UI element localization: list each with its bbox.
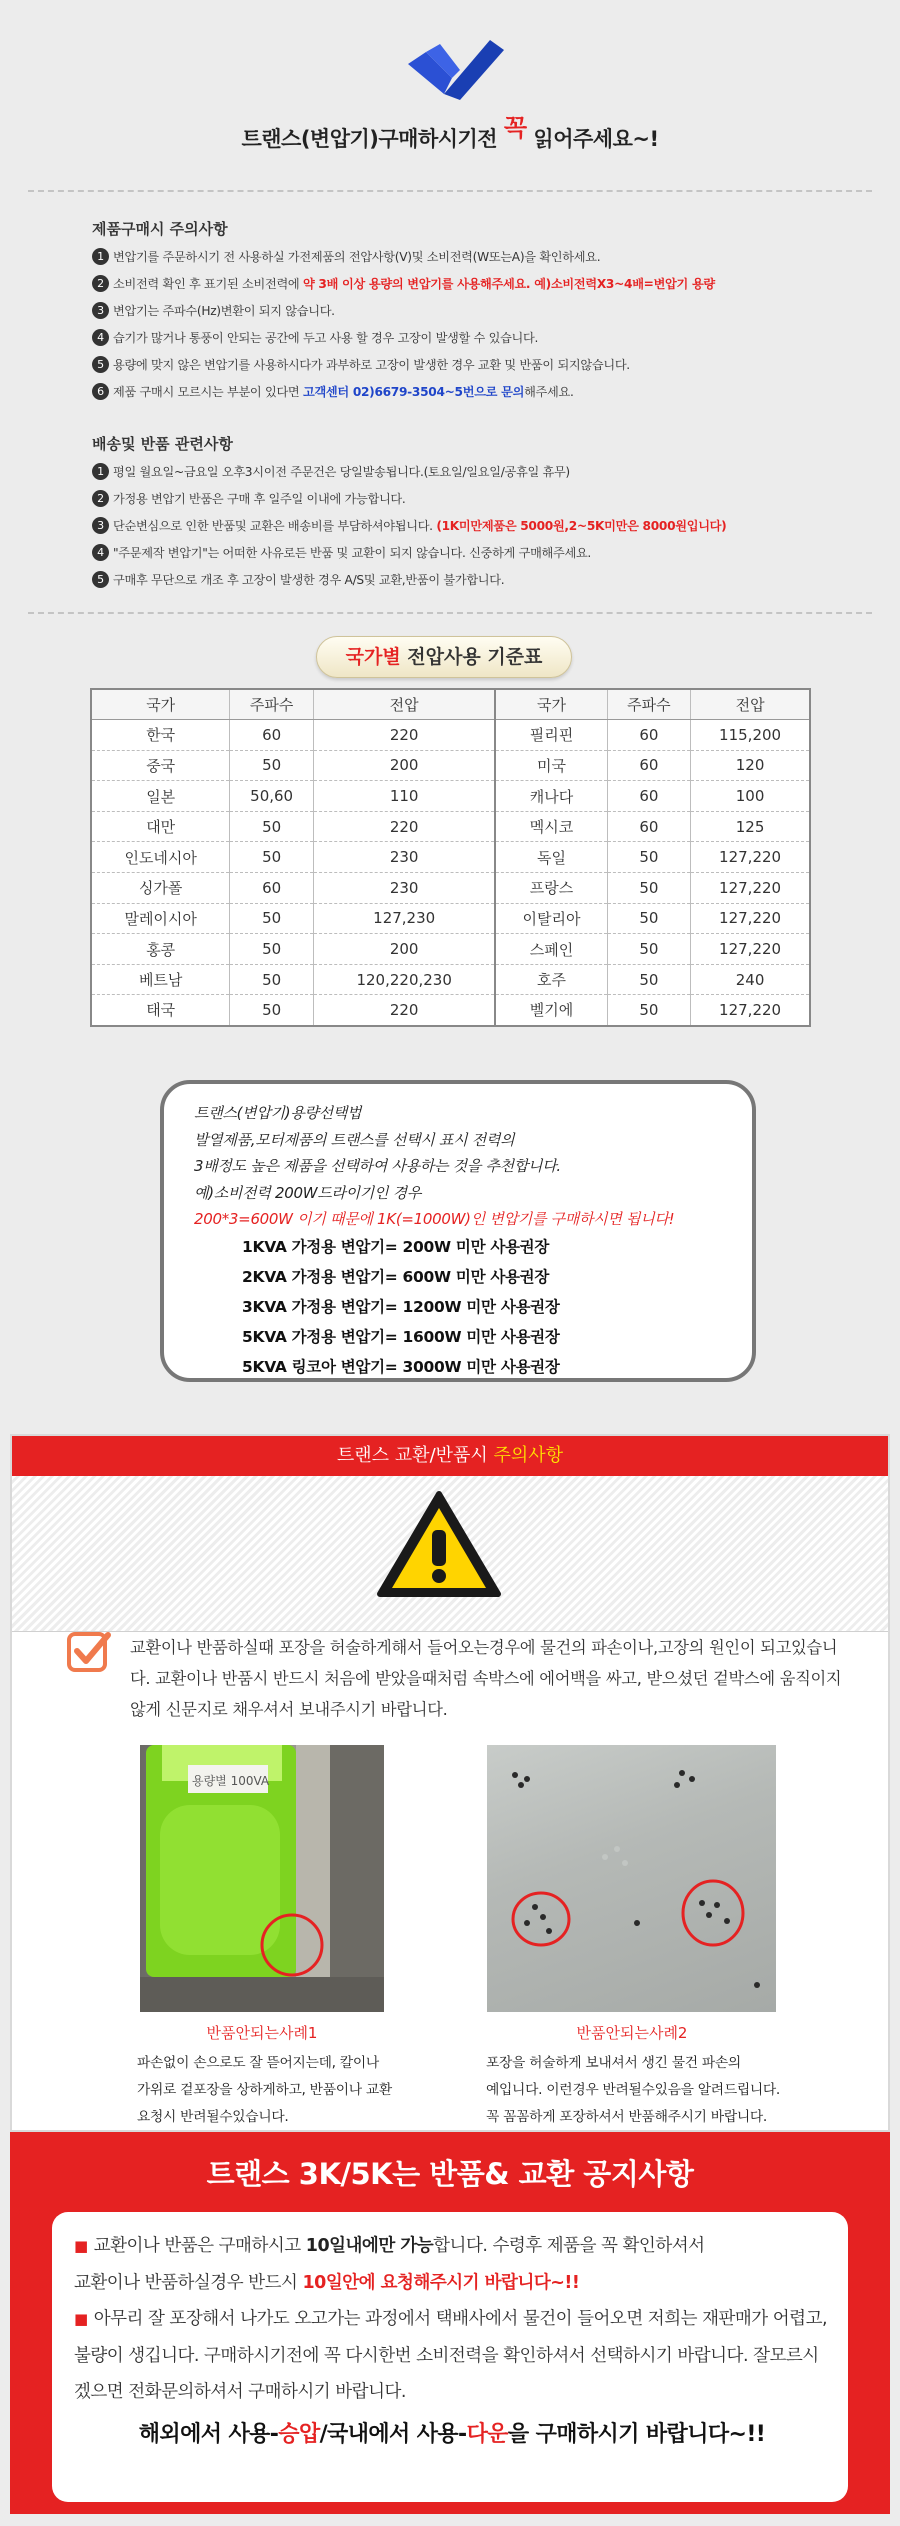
checkbox-checked-icon <box>66 1629 112 1675</box>
table-cell: 127,220 <box>691 995 810 1026</box>
table-cell: 50 <box>607 842 691 873</box>
note-text: 용량에 맞지 않은 변압기를 사용하시다가 과부하로 고장이 발생한 경우 교환 및 반품이 되지않습니다. <box>113 358 630 372</box>
description-line: 꼭 꼼꼼하게 포장하셔서 반품해주시기 바랍니다. <box>486 2109 767 2125</box>
table-cell: 120 <box>691 750 810 781</box>
notice-emphasis: 10일내에만 가능 <box>305 2236 434 2256</box>
table-cell: 스페인 <box>495 934 607 965</box>
bullet-square-icon: ■ <box>74 2310 88 2328</box>
number-badge-icon: 3 <box>92 302 109 319</box>
table-cell: 50 <box>230 934 314 965</box>
checkmark-logo-icon <box>400 30 510 100</box>
note-text: "주문제작 변압기"는 어떠한 사유로든 반품 및 교환이 되지 않습니다. 신중하게 구매해주세요. <box>113 546 592 560</box>
table-cell: 220 <box>313 811 495 842</box>
table-cell: 50 <box>607 995 691 1026</box>
table-cell: 50 <box>607 873 691 904</box>
table-cell: 인도네시아 <box>91 842 230 873</box>
table-cell: 50 <box>230 842 314 873</box>
description-line: 예입니다. 이런경우 반려될수있음을 알려드립니다. <box>486 2082 781 2098</box>
title-text-b: 읽어주세요~! <box>533 127 659 151</box>
caution-bar-text: 트랜스 교환/반품시 <box>336 1445 488 1466</box>
kva-recommendation: 2KVA 가정용 변압기= 600W 미만 사용권장 <box>242 1267 550 1286</box>
page-title <box>0 114 900 153</box>
table-cell: 200 <box>313 934 495 965</box>
bullet-square-icon: ■ <box>74 2237 88 2255</box>
notice-text: 교환이나 반품하실경우 반드시 <box>74 2272 298 2293</box>
table-cell: 200 <box>313 750 495 781</box>
note-text-part: 소비전력 확인 후 표기된 소비전력에 <box>113 277 300 291</box>
voltage-table-title <box>316 636 572 678</box>
table-row <box>91 842 810 873</box>
photo-label: 용량별 100VA <box>192 1774 270 1788</box>
table-cell: 220 <box>313 995 495 1026</box>
table-cell: 230 <box>313 873 495 904</box>
number-badge-icon: 1 <box>92 248 109 265</box>
table-cell: 말레이시아 <box>91 903 230 934</box>
guide-line: 발열제품,모터제품의 트랜스를 선택시 표시 전력의 <box>194 1130 515 1149</box>
description-line: 가위로 겉포장을 상하게하고, 반품이나 교환 <box>137 2082 392 2098</box>
table-cell: 100 <box>691 781 810 812</box>
guide-line: 예)소비전력 200W드라이기인 경우 <box>194 1183 422 1202</box>
voltage-section <box>0 622 900 1434</box>
table-cell: 127,220 <box>691 842 810 873</box>
return-example-photo-1 <box>140 1745 384 2012</box>
note-text: 구매후 무단으로 개조 후 고장이 발생한 경우 A/S및 교환,반품이 불가합니다. <box>113 573 505 587</box>
note-item <box>92 247 882 274</box>
table-cell: 대만 <box>91 811 230 842</box>
capacity-guide-box <box>160 1080 756 1382</box>
notice-closing-red: 다운 <box>466 2421 508 2447</box>
table-cell: 127,220 <box>691 934 810 965</box>
note-text <box>113 516 726 536</box>
note-emphasis-blue: 고객센터 02)6679-3504~5번으로 문의 <box>302 385 525 399</box>
purchase-notes-title: 제품구매시 주의사항 <box>92 220 228 238</box>
kva-recommendation: 5KVA 링코아 변압기= 3000W 미만 사용권장 <box>242 1357 560 1376</box>
column-header: 국가 <box>495 689 607 720</box>
description-line: 파손없이 손으로도 잘 뜯어지는데, 칼이나 <box>137 2055 379 2071</box>
notice-title: 트랜스 3K/5K는 반품& 교환 공지사항 <box>206 2157 694 2191</box>
table-cell: 50,60 <box>230 781 314 812</box>
table-cell: 베트남 <box>91 964 230 995</box>
divider <box>28 190 872 192</box>
table-cell: 50 <box>230 750 314 781</box>
return-example-photo-2 <box>487 1745 776 2012</box>
table-cell: 127,220 <box>691 873 810 904</box>
photo-description-2 <box>486 2050 780 2131</box>
note-text-part: 해주세요. <box>524 385 574 399</box>
guide-line: 3배정도 높은 제품을 선택하여 사용하는 것을 추천합니다. <box>194 1157 561 1175</box>
table-row <box>91 720 810 751</box>
kva-recommendation: 3KVA 가정용 변압기= 1200W 미만 사용권장 <box>242 1297 560 1316</box>
shipping-notes <box>92 433 882 597</box>
notice-section <box>0 0 900 622</box>
table-row <box>91 964 810 995</box>
notice-closing <box>74 2417 830 2448</box>
table-cell: 벨기에 <box>495 995 607 1026</box>
table-row <box>91 781 810 812</box>
column-header: 주파수 <box>607 689 691 720</box>
notice-closing-red: 승압 <box>278 2421 320 2447</box>
notice-text: 교환이나 반품은 구매하시고 <box>93 2236 301 2256</box>
note-item <box>92 570 882 597</box>
table-cell: 미국 <box>495 750 607 781</box>
table-cell: 60 <box>607 811 691 842</box>
table-cell: 50 <box>230 964 314 995</box>
description-line: 요청시 반려될수있습니다. <box>137 2109 289 2125</box>
return-caution-section <box>10 1434 890 2132</box>
note-item <box>92 328 882 355</box>
table-cell: 60 <box>607 750 691 781</box>
note-text: 습기가 많거나 통풍이 안되는 공간에 두고 사용 할 경우 고장이 발생할 수 있습니다. <box>113 331 539 345</box>
warning-icon <box>376 1490 502 1598</box>
table-cell: 싱가폴 <box>91 873 230 904</box>
table-cell: 115,200 <box>691 720 810 751</box>
notice-paragraph-2 <box>74 2301 830 2411</box>
table-cell: 60 <box>230 720 314 751</box>
note-text: 변압기를 주문하시기 전 사용하실 가전제품의 전압사항(V)및 소비전력(W또는A)을 확인하세요. <box>113 250 601 264</box>
note-text-part: 단순변심으로 인한 반품및 교환은 배송비를 부담하셔야됩니다. <box>113 519 433 533</box>
table-cell: 120,220,230 <box>313 964 495 995</box>
photo-description-1 <box>137 2050 392 2131</box>
number-badge-icon: 1 <box>92 463 109 480</box>
number-badge-icon: 4 <box>92 329 109 346</box>
table-cell: 중국 <box>91 750 230 781</box>
kva-recommendation: 1KVA 가정용 변압기= 200W 미만 사용권장 <box>242 1237 550 1256</box>
table-cell: 60 <box>607 781 691 812</box>
note-text: 평일 월요일~금요일 오후3시이전 주문건은 당일발송됩니다.(토요일/일요일/공휴일 휴무) <box>113 465 570 479</box>
notice-closing-text: 을 구매하시기 바랍니다~!! <box>507 2421 766 2447</box>
table-cell: 110 <box>313 781 495 812</box>
table-cell: 125 <box>691 811 810 842</box>
notice-text: 합니다. 수령후 제품을 꼭 확인하셔서 <box>433 2236 705 2256</box>
note-text <box>113 382 574 402</box>
table-cell: 60 <box>230 873 314 904</box>
table-cell: 127,230 <box>313 903 495 934</box>
title-emphasis: 꼭 <box>503 114 527 142</box>
table-cell: 필리핀 <box>495 720 607 751</box>
notice-box <box>52 2212 848 2502</box>
note-item <box>92 355 882 382</box>
title-text-a: 트랜스(변압기)구매하시기전 <box>241 127 498 151</box>
number-badge-icon: 4 <box>92 544 109 561</box>
note-emphasis-red: (1K미만제품은 5000원,2~5K미만은 8000원입니다) <box>436 519 727 533</box>
note-text: 가정용 변압기 반품은 구매 후 일주일 이내에 가능합니다. <box>113 492 406 506</box>
table-cell: 240 <box>691 964 810 995</box>
table-cell: 50 <box>607 934 691 965</box>
caution-description: 교환이나 반품하실때 포장을 허술하게해서 들어오는경우에 물건의 파손이나,고장의 원인이 되고있습니다. 교환이나 반품시 반드시 처음에 받았을때처럼 속박스에 에어백을 싸고, 받으셨던 겉박스에 움직이지않게 신문지로 채우셔서 보내주시기 바랍니다. <box>130 1638 842 1719</box>
purchase-notes-list <box>92 247 882 409</box>
note-text: 변압기는 주파수(Hz)변환이 되지 않습니다. <box>113 304 335 318</box>
number-badge-icon: 5 <box>92 571 109 588</box>
number-badge-icon: 3 <box>92 517 109 534</box>
table-cell: 220 <box>313 720 495 751</box>
voltage-title-red: 국가별 <box>345 646 401 668</box>
guide-line: 트랜스(변압기)용량선택법 <box>194 1104 362 1122</box>
table-cell: 60 <box>607 720 691 751</box>
purchase-notes <box>92 218 882 409</box>
table-cell: 호주 <box>495 964 607 995</box>
table-cell: 127,220 <box>691 903 810 934</box>
guide-example-line: 200*3=600W 이기 때문에 1K(=1000W)인 변압기를 구매하시면 됩니다! <box>194 1210 675 1228</box>
note-text <box>113 274 715 294</box>
table-cell: 독일 <box>495 842 607 873</box>
note-item <box>92 274 882 301</box>
table-cell: 홍콩 <box>91 934 230 965</box>
note-item <box>92 543 882 570</box>
table-row <box>91 873 810 904</box>
note-item <box>92 462 882 489</box>
photo-caption-2: 반품안되는사례2 <box>576 2024 688 2042</box>
voltage-title-rest: 전압사용 기준표 <box>407 646 543 668</box>
table-cell: 50 <box>230 995 314 1026</box>
note-emphasis-red: 약 3배 이상 용량의 변압기를 사용해주세요. 예)소비전력X3~4배=변압기 용량 <box>302 277 715 291</box>
description-line: 포장을 허술하게 보내셔서 생긴 물건 파손의 <box>486 2055 741 2071</box>
note-item <box>92 489 882 516</box>
table-row <box>91 903 810 934</box>
caution-header-bar <box>12 1436 888 1476</box>
table-row <box>91 811 810 842</box>
table-cell: 50 <box>607 964 691 995</box>
table-cell: 프랑스 <box>495 873 607 904</box>
number-badge-icon: 6 <box>92 383 109 400</box>
kva-recommendation: 5KVA 가정용 변압기= 1600W 미만 사용권장 <box>242 1327 560 1346</box>
voltage-table <box>90 688 811 1027</box>
column-header: 전압 <box>313 689 495 720</box>
note-text-part: 제품 구매시 모르시는 부분이 있다면 <box>113 385 300 399</box>
number-badge-icon: 2 <box>92 275 109 292</box>
caution-bar-highlight: 주의사항 <box>493 1445 564 1466</box>
table-cell: 태국 <box>91 995 230 1026</box>
exchange-notice-section <box>10 2132 890 2514</box>
divider <box>28 612 872 614</box>
table-cell: 이탈리아 <box>495 903 607 934</box>
table-cell: 50 <box>607 903 691 934</box>
notice-paragraph-1 <box>74 2228 830 2301</box>
notice-text: 아무리 잘 포장해서 나가도 오고가는 과정에서 택배사에서 물건이 들어오면 저희는 재판매가 어렵고, 불량이 생깁니다. 구매하시기전에 꼭 다시한번 소비전력을 확인하셔서 선택하시기 바랍니다. 잘모르시겠으면 전화문의하셔서 구매하시기 바랍니다. <box>74 2309 828 2402</box>
notice-closing-text: 해외에서 사용- <box>138 2421 279 2447</box>
table-cell: 캐나다 <box>495 781 607 812</box>
number-badge-icon: 5 <box>92 356 109 373</box>
shipping-notes-title: 배송및 반품 관련사항 <box>92 435 233 453</box>
table-row <box>91 934 810 965</box>
table-cell: 50 <box>230 903 314 934</box>
notice-emphasis-red: 10일안에 요청해주시기 바랍니다~!! <box>302 2272 580 2293</box>
column-header: 주파수 <box>230 689 314 720</box>
table-cell: 230 <box>313 842 495 873</box>
note-item <box>92 382 882 409</box>
notice-closing-text: /국내에서 사용- <box>319 2421 467 2447</box>
table-header-row <box>91 689 810 720</box>
photo-caption-1: 반품안되는사례1 <box>206 2024 318 2042</box>
note-item <box>92 516 882 543</box>
table-cell: 멕시코 <box>495 811 607 842</box>
number-badge-icon: 2 <box>92 490 109 507</box>
shipping-notes-list <box>92 462 882 597</box>
table-row <box>91 750 810 781</box>
table-cell: 한국 <box>91 720 230 751</box>
table-cell: 일본 <box>91 781 230 812</box>
table-cell: 50 <box>230 811 314 842</box>
column-header: 국가 <box>91 689 230 720</box>
column-header: 전압 <box>691 689 810 720</box>
note-item <box>92 301 882 328</box>
table-row <box>91 995 810 1026</box>
